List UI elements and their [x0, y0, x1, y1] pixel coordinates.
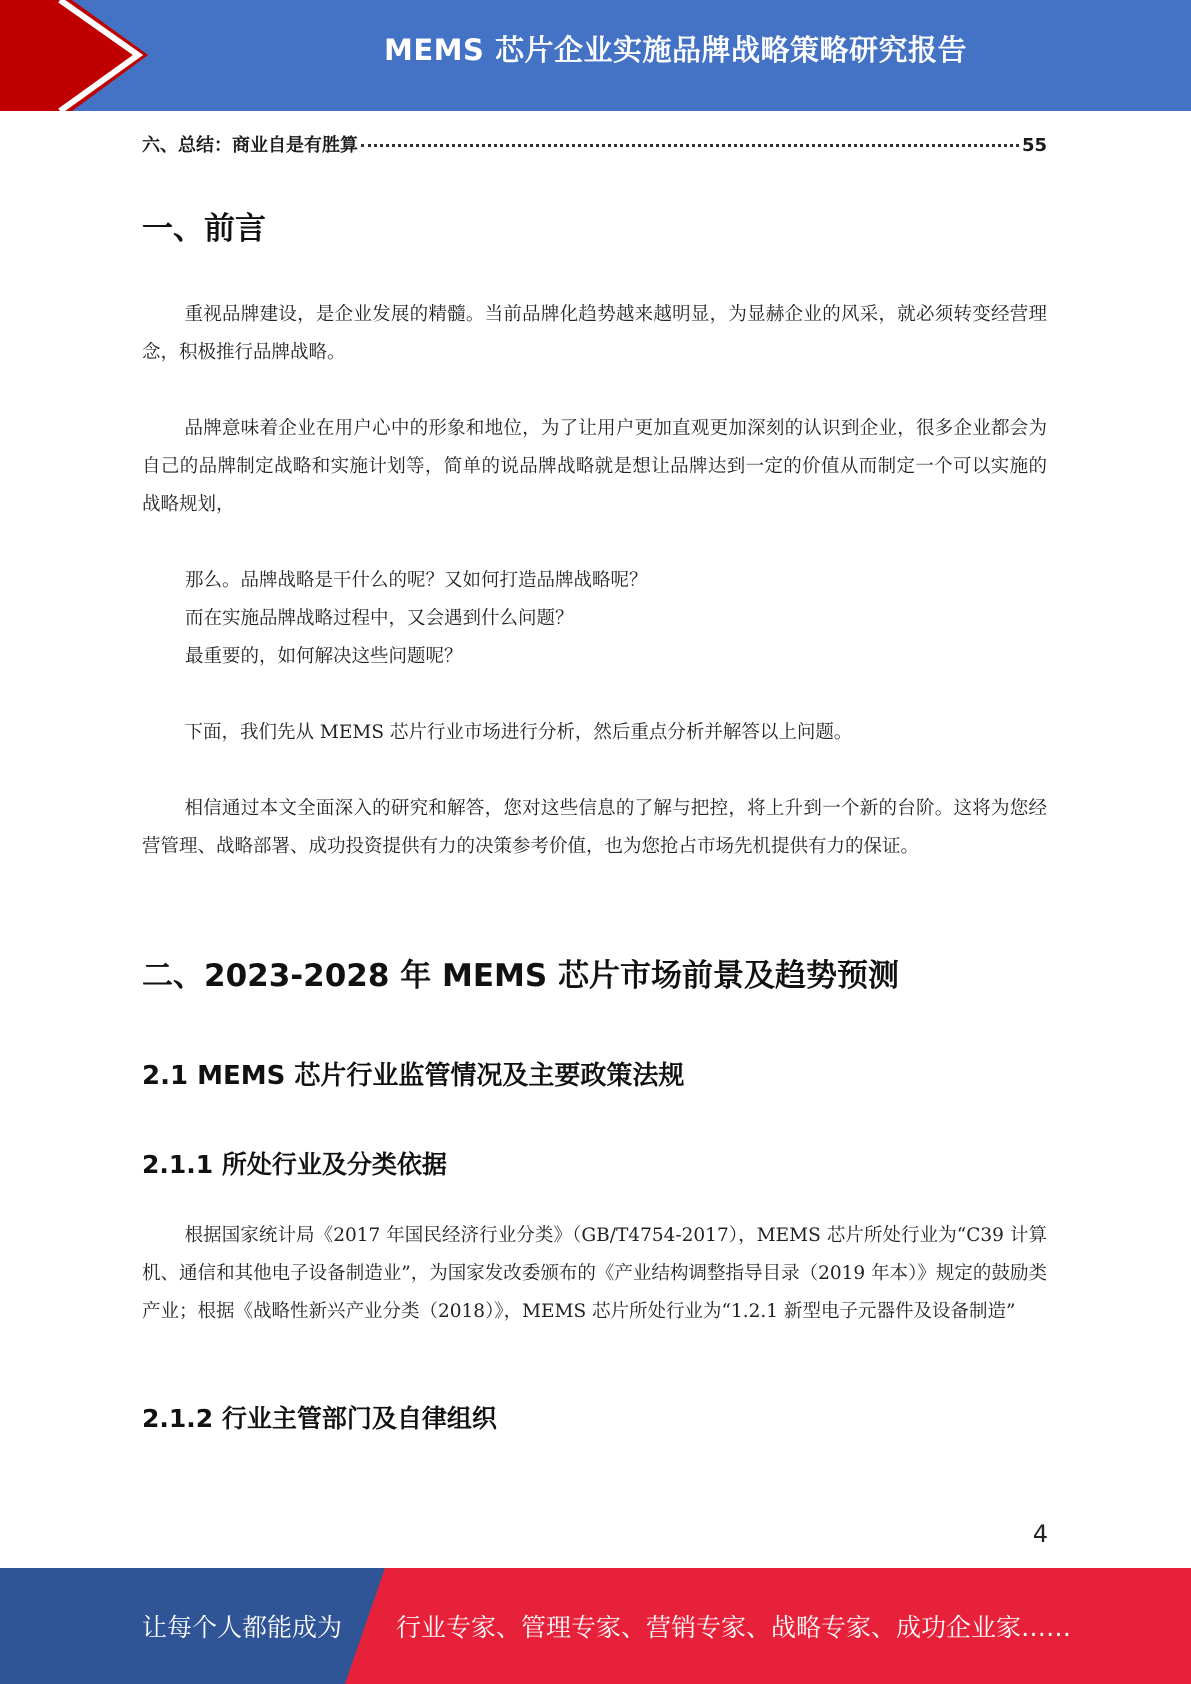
section-heading-2-1-1: 2.1.1 所处行业及分类依据	[142, 1150, 447, 1179]
section-2-1-1-paragraph: 根据国家统计局《2017 年国民经济行业分类》（GB/T4754-2017），MEMS 芯片所处行业为“C39 计算机、通信和其他电子设备制造业”，为国家发改委颁布的《产业结构调整指导目录（2019 年本）》规定的鼓励类产业；根据《战略性新兴产业分类（2018）》，MEMS 芯片所处行业为“1.2.1 新型电子元器件及设备制造”	[142, 1225, 1047, 1322]
footer-slogan-left: 让每个人都能成为	[142, 1613, 343, 1642]
toc-dot-leader	[361, 144, 1019, 147]
page-footer	[0, 1568, 1191, 1684]
page-header	[0, 0, 1191, 111]
toc-entry-label: 六、总结：商业自是有胜算	[142, 135, 358, 156]
intro-paragraph-3: 下面，我们先从 MEMS 芯片行业市场进行分析，然后重点分析并解答以上问题。	[184, 722, 853, 743]
section-heading-2-1-2: 2.1.2 行业主管部门及自律组织	[142, 1404, 497, 1433]
toc-entry[interactable]	[142, 131, 1047, 157]
intro-question-1: 那么。品牌战略是干什么的呢？又如何打造品牌战略呢？	[185, 570, 648, 591]
header-red-chevron	[0, 0, 160, 111]
intro-question-2: 而在实施品牌战略过程中，又会遇到什么问题？	[185, 608, 574, 629]
toc-entry-page: 55	[1021, 135, 1047, 156]
section-heading-intro: 一、前言	[142, 211, 266, 247]
report-title: MEMS 芯片企业实施品牌战略策略研究报告	[383, 33, 967, 67]
intro-paragraph-2: 品牌意味着企业在用户心中的形象和地位，为了让用户更加直观更加深刻的认识到企业，很多企业都会为自己的品牌制定战略和实施计划等，简单的说品牌战略就是想让品牌达到一定的价值从而制定一个可以实施的战略规划，	[142, 418, 1047, 515]
footer-slogan-right: 行业专家、管理专家、营销专家、战略专家、成功企业家……	[396, 1613, 1072, 1642]
section-heading-2: 二、2023-2028 年 MEMS 芯片市场前景及趋势预测	[142, 958, 900, 994]
intro-paragraph-1: 重视品牌建设，是企业发展的精髓。当前品牌化趋势越来越明显，为显赫企业的风采，就必须转变经营理念，积极推行品牌战略。	[142, 304, 1047, 363]
section-heading-2-1: 2.1 MEMS 芯片行业监管情况及主要政策法规	[142, 1061, 685, 1091]
intro-question-3: 最重要的，如何解决这些问题呢？	[185, 646, 463, 667]
page-number: 4	[1032, 1520, 1048, 1548]
intro-paragraph-4: 相信通过本文全面深入的研究和解答，您对这些信息的了解与把控，将上升到一个新的台阶。这将为您经营管理、战略部署、成功投资提供有力的决策参考价值，也为您抢占市场先机提供有力的保证。	[142, 798, 1047, 857]
